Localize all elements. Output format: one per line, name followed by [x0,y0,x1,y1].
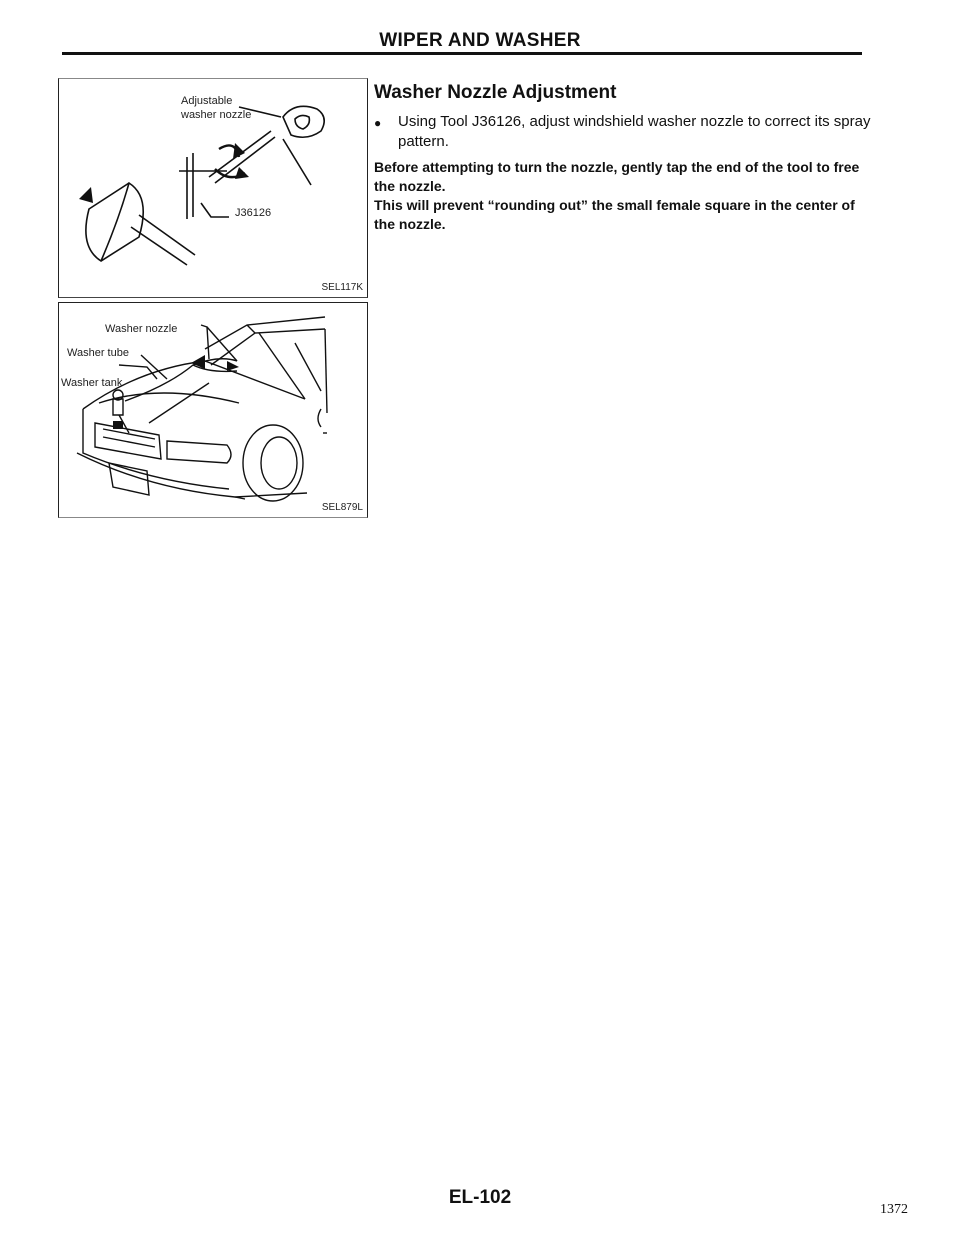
note-rounding-out: This will prevent “rounding out” the small female square in the center of the nozzle. [374,197,855,232]
page-number: 1372 [880,1202,908,1217]
bullet-text: Using Tool J36126, adjust windshield washer nozzle to correct its spray pattern. [398,113,871,150]
page-code: EL-102 [448,1187,512,1208]
section-washer-nozzle-adjustment [374,82,874,234]
page-title: WIPER AND WASHER [379,30,581,51]
car-illustration [59,303,367,517]
figure-nozzle-tool [58,78,368,298]
figure-washer-layout [58,302,368,518]
label-washer-tube: Washer tube [67,347,129,359]
bullet-item [374,112,874,152]
figure-code: SEL117K [321,282,363,293]
label-washer-nozzle: Washer nozzle [105,323,178,335]
label-washer-nozzle: washer nozzle [181,109,252,121]
section-title: Washer Nozzle Adjustment [374,82,617,103]
label-washer-tank: Washer tank [61,377,123,389]
label-tool-number: J36126 [235,207,272,219]
label-adjustable: Adjustable [181,95,233,107]
note-tap-tool: Before attempting to turn the nozzle, gently tap the end of the tool to free the nozzle. [374,159,860,194]
header-rule [62,52,862,55]
figure-code: SEL879L [321,502,363,513]
bullet-icon: ● [374,116,382,130]
